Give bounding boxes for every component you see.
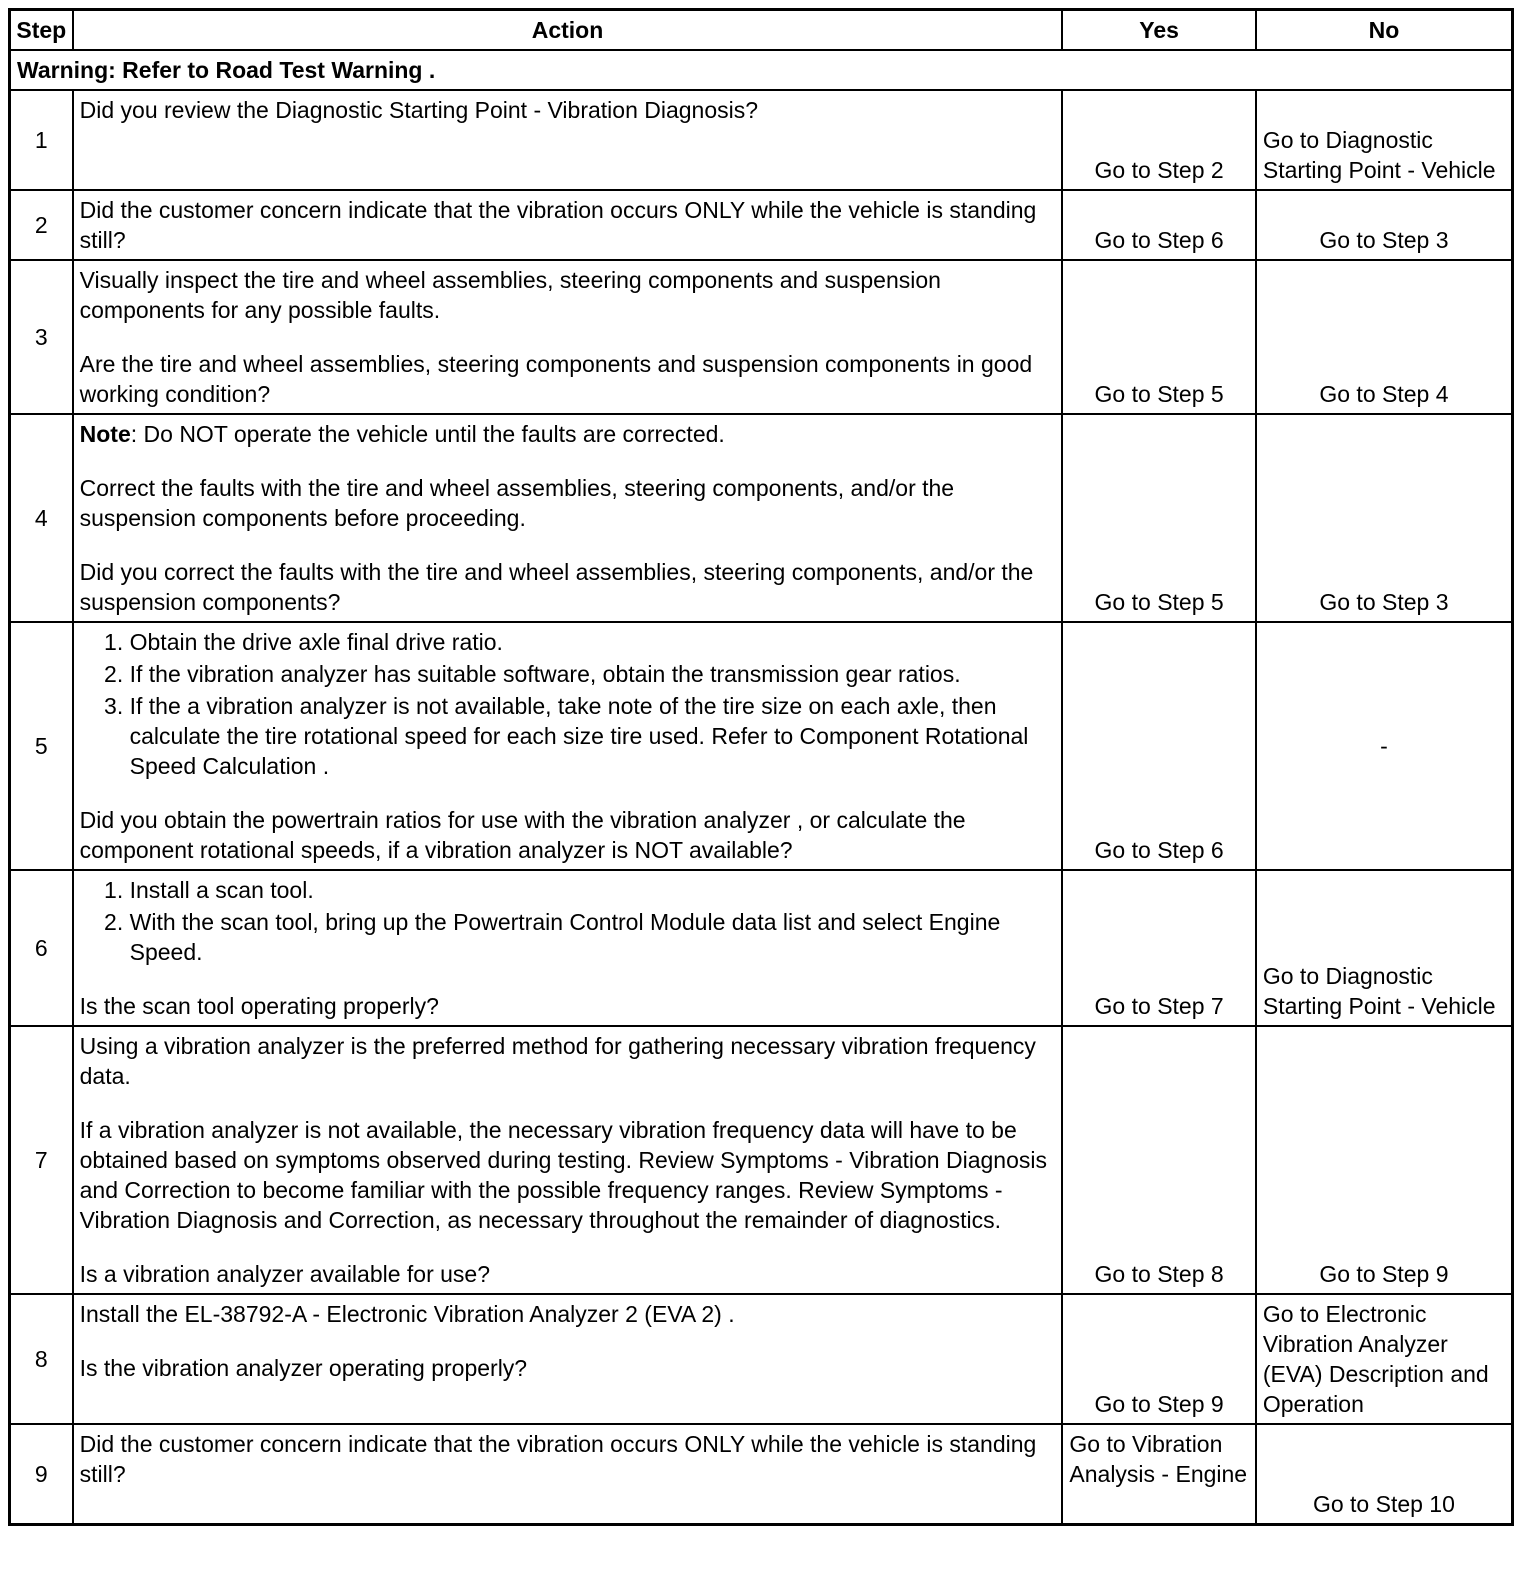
note	[80, 419, 1056, 449]
no-cell: Go to Step 10	[1256, 1424, 1513, 1524]
table-row	[10, 414, 1513, 622]
action-text: Did you review the Diagnostic Starting Point - Vibration Diagnosis?	[79, 97, 759, 123]
action-cell	[73, 1294, 1063, 1424]
action-cell	[73, 622, 1063, 870]
step-number: 2	[10, 190, 73, 260]
header-no: No	[1256, 10, 1513, 51]
no-cell: Go to Electronic Vibration Analyzer (EVA) Description and Operation	[1256, 1294, 1513, 1424]
step-number: 1	[10, 90, 73, 190]
header-step: Step	[10, 10, 73, 51]
action-cell	[73, 190, 1063, 260]
list-item: 1. Install a scan tool.	[130, 875, 1056, 905]
action-text: Visually inspect the tire and wheel assemblies, steering components and suspension components for any possible faults.	[79, 267, 941, 323]
table-row	[10, 1294, 1513, 1424]
yes-cell: Go to Step 5	[1062, 414, 1255, 622]
yes-cell: Go to Step 7	[1062, 870, 1255, 1026]
action-cell	[73, 260, 1063, 414]
yes-cell: Go to Step 5	[1062, 260, 1255, 414]
list-item: 3. If the a vibration analyzer is not available, take note of the tire size on each axle, then calculate the tire rotational speed for each size tire used. Refer to Component Rotational Speed Calculation .	[130, 691, 1056, 781]
step-number: 6	[10, 870, 73, 1026]
yes-cell: Go to Step 6	[1062, 622, 1255, 870]
no-cell: Go to Step 3	[1256, 414, 1513, 622]
table-row	[10, 90, 1513, 190]
table-row	[10, 622, 1513, 870]
no-cell: Go to Step 9	[1256, 1026, 1513, 1294]
yes-cell: Go to Step 6	[1062, 190, 1255, 260]
action-cell	[73, 1026, 1063, 1294]
action-cell	[73, 90, 1063, 190]
header-row	[10, 10, 1513, 51]
no-cell: -	[1256, 622, 1513, 870]
step-number: 9	[10, 1424, 73, 1524]
step-number: 4	[10, 414, 73, 622]
action-cell	[73, 1424, 1063, 1524]
action-text: Did the customer concern indicate that the vibration occurs ONLY while the vehicle is standing still?	[79, 197, 1037, 253]
yes-cell: Go to Vibration Analysis - Engine	[1062, 1424, 1255, 1524]
action-question: Did you correct the faults with the tire and wheel assemblies, steering components, and/or the suspension components?	[79, 559, 1034, 615]
table-row	[10, 260, 1513, 414]
step-number: 5	[10, 622, 73, 870]
table-row	[10, 1424, 1513, 1524]
action-question: Is the scan tool operating properly?	[79, 993, 439, 1019]
note-text: : Do NOT operate the vehicle until the faults are corrected.	[130, 421, 725, 447]
step-number: 3	[10, 260, 73, 414]
action-question: Did you obtain the powertrain ratios for use with the vibration analyzer , or calculate the component rotational speeds, if a vibration analyzer is NOT available?	[79, 807, 966, 863]
action-question: Is a vibration analyzer available for use?	[79, 1261, 491, 1287]
warning-row	[10, 50, 1513, 90]
warning-text: Warning: Refer to Road Test Warning .	[10, 50, 1513, 90]
action-cell	[73, 414, 1063, 622]
table-row	[10, 190, 1513, 260]
action-text: Using a vibration analyzer is the preferred method for gathering necessary vibration frequency data.	[79, 1033, 1036, 1089]
action-question: Are the tire and wheel assemblies, steering components and suspension components in good working condition?	[79, 351, 1033, 407]
no-cell: Go to Step 4	[1256, 260, 1513, 414]
action-text: Did the customer concern indicate that the vibration occurs ONLY while the vehicle is standing still?	[79, 1431, 1037, 1487]
header-yes: Yes	[1062, 10, 1255, 51]
action-text: Correct the faults with the tire and wheel assemblies, steering components, and/or the suspension components before proceeding.	[79, 475, 955, 531]
diagnostic-table	[8, 8, 1514, 1526]
action-question: Is the vibration analyzer operating properly?	[79, 1355, 528, 1381]
step-number: 8	[10, 1294, 73, 1424]
list-item: 1. Obtain the drive axle final drive ratio.	[130, 627, 1056, 657]
yes-cell: Go to Step 9	[1062, 1294, 1255, 1424]
table-row	[10, 1026, 1513, 1294]
note-label: Note	[79, 421, 131, 447]
action-list	[80, 627, 1056, 781]
action-cell	[73, 870, 1063, 1026]
action-text: Install the EL-38792-A - Electronic Vibration Analyzer 2 (EVA 2) .	[79, 1301, 735, 1327]
table-row	[10, 870, 1513, 1026]
no-cell: Go to Diagnostic Starting Point - Vehicle	[1256, 90, 1513, 190]
no-cell: Go to Diagnostic Starting Point - Vehicle	[1256, 870, 1513, 1026]
step-number: 7	[10, 1026, 73, 1294]
yes-cell: Go to Step 8	[1062, 1026, 1255, 1294]
action-list	[80, 875, 1056, 967]
no-cell: Go to Step 3	[1256, 190, 1513, 260]
action-text: If a vibration analyzer is not available, the necessary vibration frequency data will have to be obtained based on symptoms observed during testing. Review Symptoms - Vibration Diagnosis and Correction to become familiar with the possible frequency ranges. Review Symptoms - Vibration Diagnosis and Correction, as necessary throughout the remainder of diagnostics.	[79, 1117, 1047, 1233]
list-item: 2. With the scan tool, bring up the Powertrain Control Module data list and select Engine Speed.	[130, 907, 1056, 967]
list-item: 2. If the vibration analyzer has suitable software, obtain the transmission gear ratios.	[130, 659, 1056, 689]
yes-cell: Go to Step 2	[1062, 90, 1255, 190]
header-action: Action	[73, 10, 1063, 51]
